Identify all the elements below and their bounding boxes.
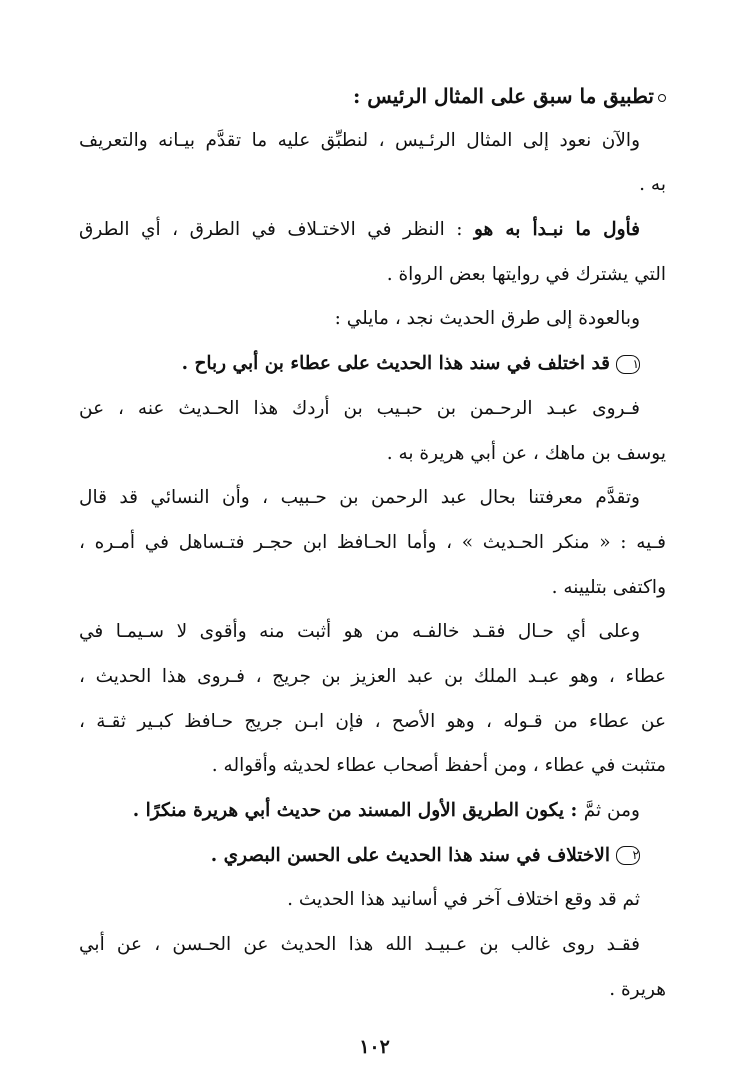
paragraph-line: التي يشترك في روايتها بعض الرواة . bbox=[386, 263, 666, 285]
paragraph-line: ثم قد وقع اختلاف آخر في أسانيد هذا الحديث . bbox=[287, 889, 640, 911]
numbered-item-1: ١قد اختلف في سند هذا الحديث على عطاء بن أبي رباح . bbox=[181, 353, 639, 375]
paragraph-line: به . bbox=[639, 174, 666, 196]
paragraph-text: : النظر في الاختـلاف في الطرق ، أي الطرق bbox=[79, 219, 474, 241]
lead-phrase: ومن ثمَّ bbox=[583, 800, 640, 821]
paragraph-line: عن عطاء من قـوله ، وهو الأصح ، فإن ابـن جريج حـافظ كبـير ثقـة ، bbox=[79, 710, 666, 732]
numbered-item-2: ٢الاختلاف في سند هذا الحديث على الحسن البصري . bbox=[210, 844, 639, 866]
section-heading: تطبيق ما سبق على المثال الرئيس : bbox=[79, 74, 666, 119]
bullet-circle-icon bbox=[658, 94, 666, 102]
lead-phrase: فأول ما نبـدأ به هو bbox=[473, 219, 640, 241]
paragraph-line: وبالعودة إلى طرق الحديث نجد ، مايلي : bbox=[334, 308, 640, 330]
page-body bbox=[79, 74, 666, 1012]
paragraph-line: عطاء ، وهو عبـد الملك بن عبد العزيز بن جريج ، فـروى هذا الحديث ، bbox=[79, 665, 666, 687]
item-number-badge: ١ bbox=[616, 355, 640, 374]
paragraph-line: هريرة . bbox=[609, 978, 666, 1000]
paragraph-line: فـروى عبـد الرحـمن بن حبـيب بن أردك هذا الحـديث عنه ، عن bbox=[79, 397, 640, 419]
paragraph-line: واكتفى بتليينه . bbox=[551, 576, 666, 598]
paragraph-line: متثبت في عطاء ، ومن أحفظ أصحاب عطاء لحديثه وأقواله . bbox=[211, 755, 666, 777]
paragraph-line: وعلى أي حـال فقـد خالفـه من هو أثبت منه وأقوى لا سـيمـا في bbox=[79, 621, 640, 643]
paragraph-line bbox=[79, 208, 666, 253]
paragraph-line: يوسف بن ماهك ، عن أبي هريرة به . bbox=[386, 442, 666, 464]
item-number-badge: ٢ bbox=[616, 846, 640, 865]
paragraph-line: فقـد روى غالب بن عـبيـد الله هذا الحديث عن الحـسن ، عن أبي bbox=[79, 934, 640, 956]
paragraph-line: والآن نعود إلى المثال الرئـيس ، لنطبِّق عليه ما تقدَّم بيـانه والتعريف bbox=[79, 129, 640, 151]
paragraph-line: وتقدَّم معرفتنا بحال عبد الرحمن بن حـبيب ، وأن النسائي قد قال bbox=[79, 487, 640, 509]
page-number: ١٠٢ bbox=[359, 1036, 390, 1058]
paragraph-line: فـيه : « منكر الحـديث » ، وأما الحـافظ ابن حجـر فتـساهل في أمـره ، bbox=[79, 531, 666, 553]
paragraph-text: : يكون الطريق الأول المسند من حديث أبي هريرة منكرًا . bbox=[132, 800, 584, 821]
paragraph-line bbox=[79, 789, 666, 834]
